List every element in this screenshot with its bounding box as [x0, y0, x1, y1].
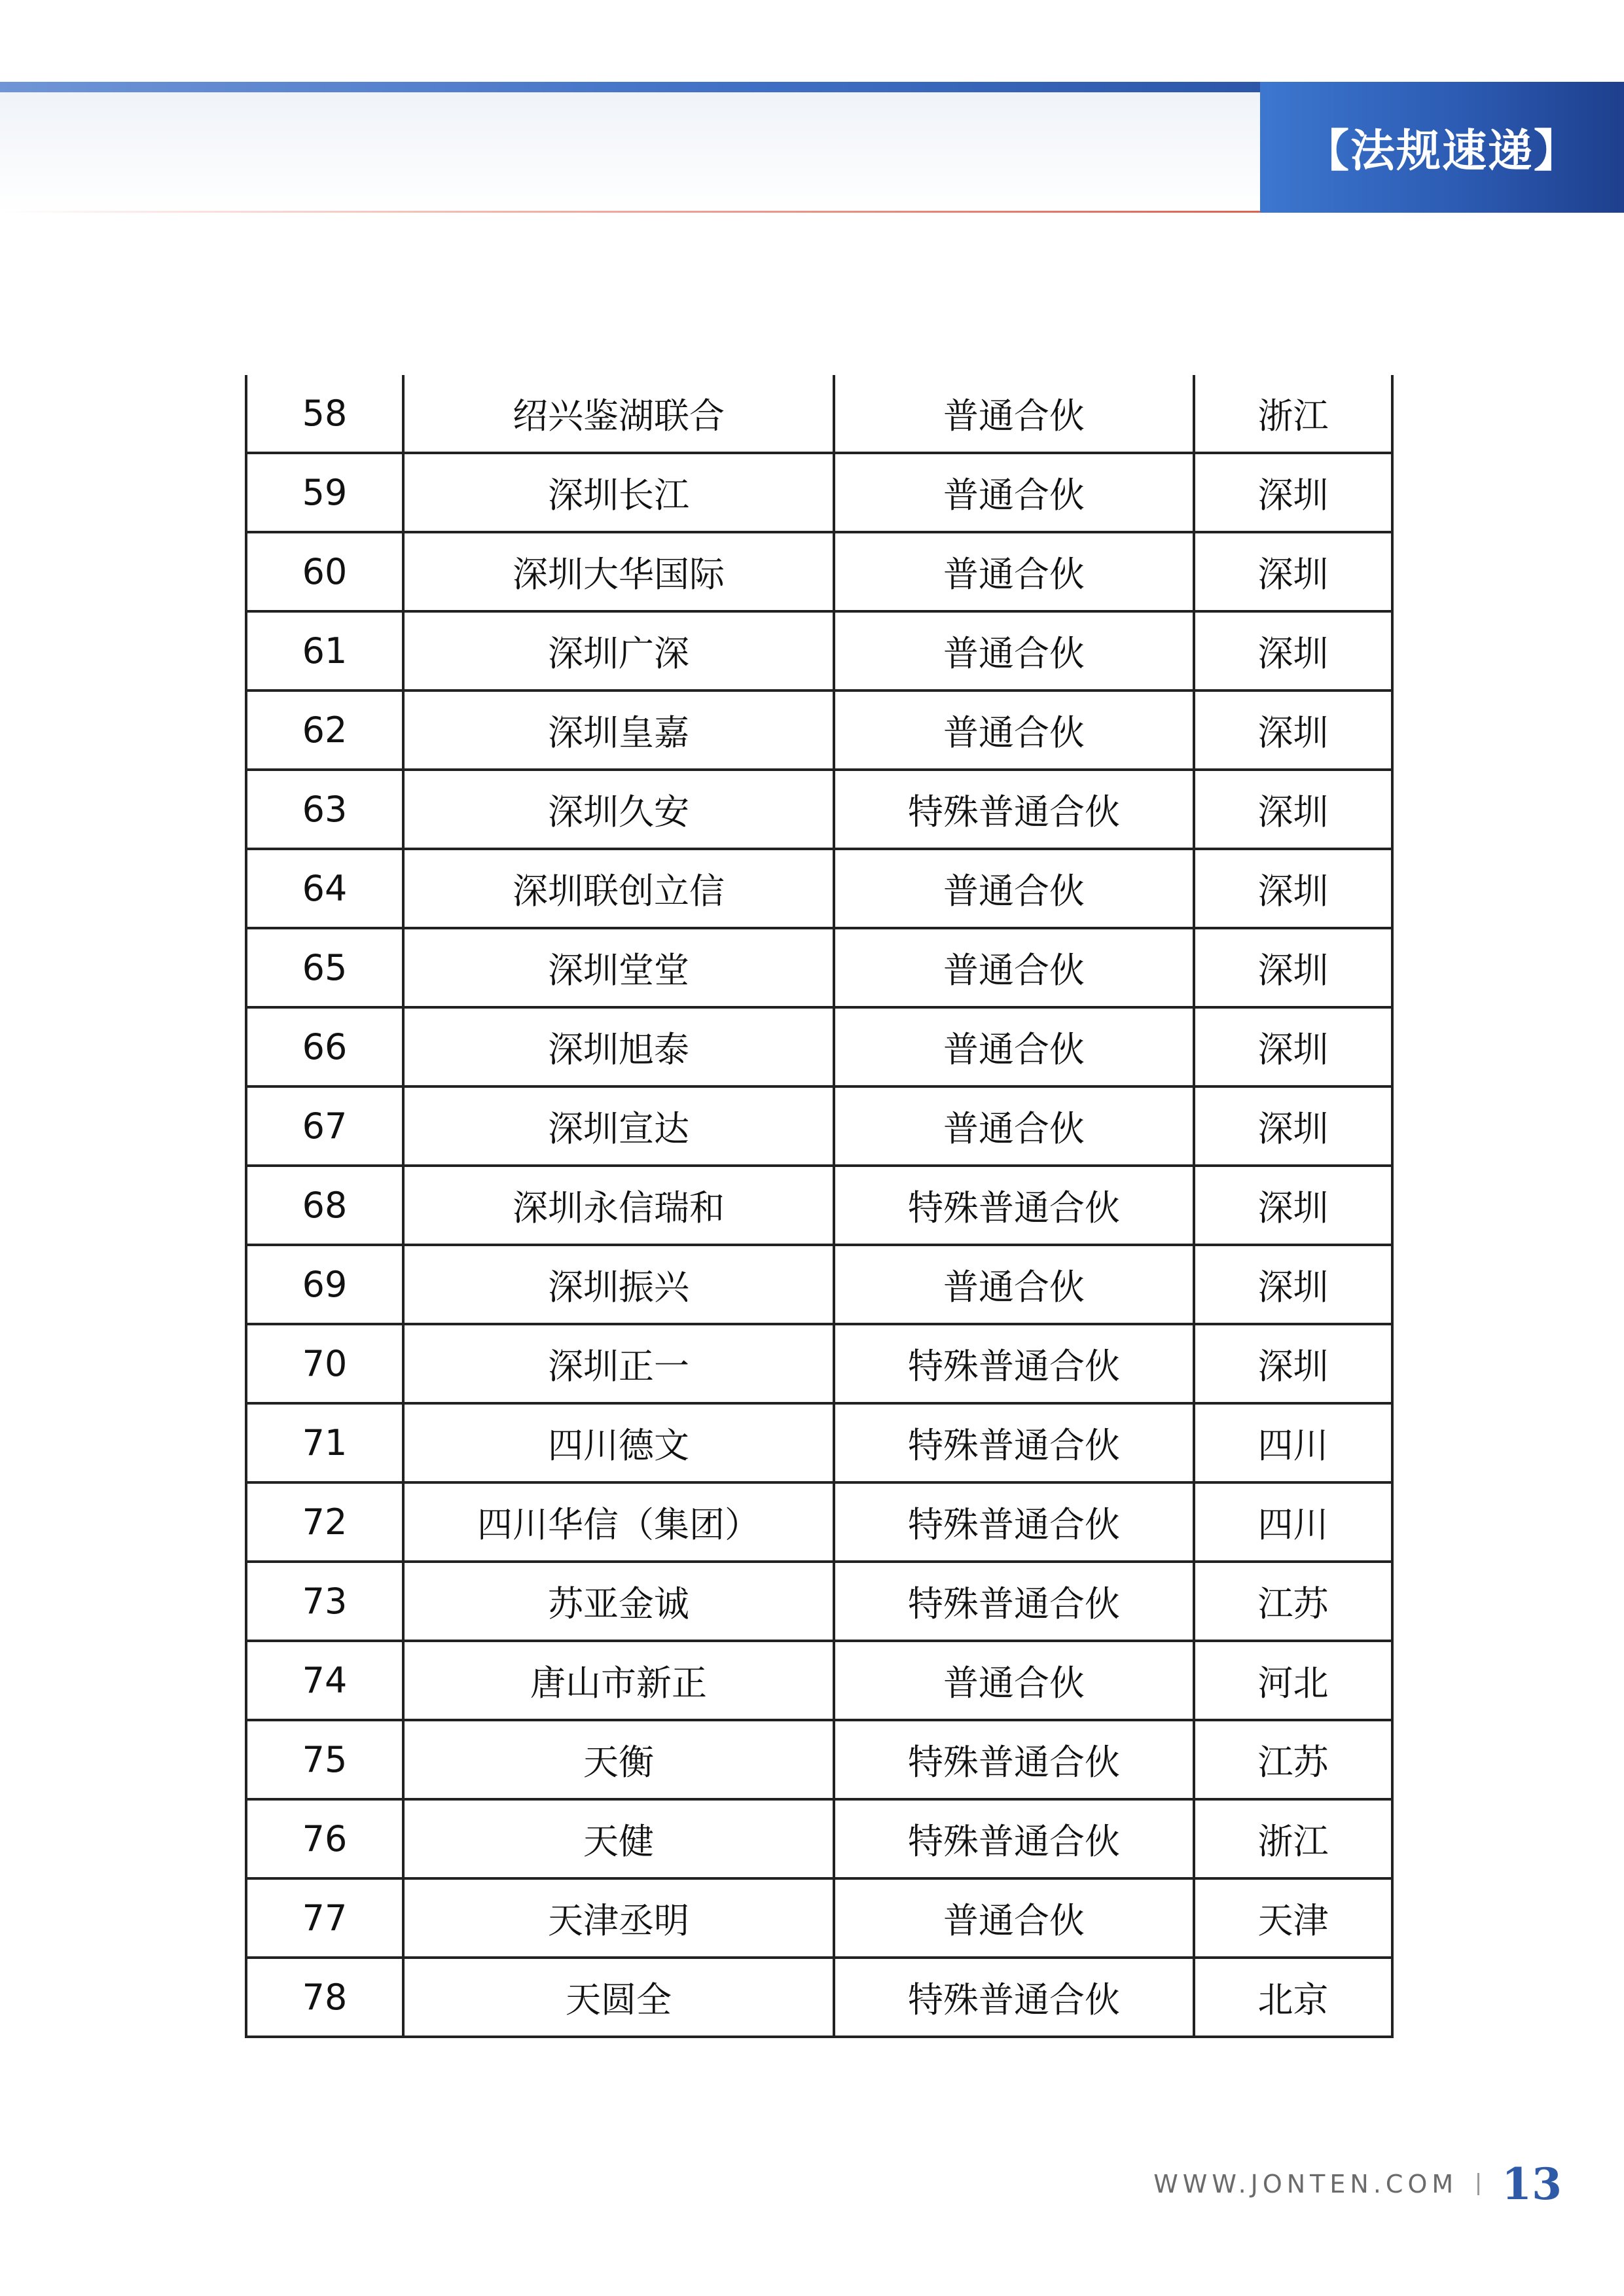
- row-number-cell: 77: [246, 1878, 403, 1958]
- table-row: [246, 375, 1392, 453]
- region-cell: 深圳: [1194, 770, 1392, 849]
- firm-name-cell: 天圆全: [403, 1958, 834, 2037]
- region-cell: 北京: [1194, 1958, 1392, 2037]
- header-banner: [0, 82, 1260, 213]
- table-row: [246, 1562, 1392, 1641]
- section-tag: 【法规速递】: [1304, 124, 1579, 177]
- region-cell: 浙江: [1194, 1799, 1392, 1878]
- region-cell: 深圳: [1194, 928, 1392, 1007]
- row-number-cell: 68: [246, 1166, 403, 1245]
- firm-name-cell: 深圳旭泰: [403, 1007, 834, 1086]
- firm-name-cell: 深圳振兴: [403, 1245, 834, 1324]
- table-row: [246, 691, 1392, 770]
- table-row: [246, 532, 1392, 611]
- table-row: [246, 1086, 1392, 1166]
- firm-name-cell: 天衡: [403, 1720, 834, 1799]
- partnership-type-cell: 特殊普通合伙: [834, 1166, 1194, 1245]
- partnership-type-cell: 特殊普通合伙: [834, 1799, 1194, 1878]
- table-row: [246, 1324, 1392, 1403]
- firm-name-cell: 绍兴鉴湖联合: [403, 375, 834, 453]
- region-cell: 深圳: [1194, 1007, 1392, 1086]
- partnership-type-cell: 普通合伙: [834, 928, 1194, 1007]
- footer: [1153, 2159, 1562, 2210]
- section-tag-box: [1260, 82, 1624, 213]
- partnership-type-cell: 普通合伙: [834, 691, 1194, 770]
- partnership-type-cell: 普通合伙: [834, 1641, 1194, 1720]
- row-number-cell: 62: [246, 691, 403, 770]
- firm-name-cell: 深圳久安: [403, 770, 834, 849]
- region-cell: 深圳: [1194, 691, 1392, 770]
- table-row: [246, 1799, 1392, 1878]
- page-number: 13: [1502, 2159, 1562, 2210]
- table-row: [246, 1641, 1392, 1720]
- partnership-type-cell: 特殊普通合伙: [834, 1403, 1194, 1482]
- firm-name-cell: 深圳长江: [403, 453, 834, 532]
- region-cell: 深圳: [1194, 1245, 1392, 1324]
- table-row: [246, 1720, 1392, 1799]
- region-cell: 深圳: [1194, 611, 1392, 691]
- region-cell: 江苏: [1194, 1720, 1392, 1799]
- region-cell: 浙江: [1194, 375, 1392, 453]
- row-number-cell: 58: [246, 375, 403, 453]
- region-cell: 深圳: [1194, 1166, 1392, 1245]
- table-row: [246, 1878, 1392, 1958]
- partnership-type-cell: 普通合伙: [834, 1245, 1194, 1324]
- table-row: [246, 770, 1392, 849]
- firm-name-cell: 深圳广深: [403, 611, 834, 691]
- table-row: [246, 849, 1392, 928]
- partnership-type-cell: 普通合伙: [834, 1878, 1194, 1958]
- firm-name-cell: 深圳宣达: [403, 1086, 834, 1166]
- row-number-cell: 60: [246, 532, 403, 611]
- row-number-cell: 67: [246, 1086, 403, 1166]
- partnership-type-cell: 普通合伙: [834, 611, 1194, 691]
- region-cell: 深圳: [1194, 453, 1392, 532]
- region-cell: 深圳: [1194, 532, 1392, 611]
- row-number-cell: 63: [246, 770, 403, 849]
- table-row: [246, 453, 1392, 532]
- row-number-cell: 65: [246, 928, 403, 1007]
- row-number-cell: 74: [246, 1641, 403, 1720]
- partnership-type-cell: 特殊普通合伙: [834, 1324, 1194, 1403]
- firm-name-cell: 深圳皇嘉: [403, 691, 834, 770]
- region-cell: 四川: [1194, 1482, 1392, 1562]
- firm-name-cell: 深圳永信瑞和: [403, 1166, 834, 1245]
- partnership-type-cell: 普通合伙: [834, 375, 1194, 453]
- table-row: [246, 1403, 1392, 1482]
- firm-name-cell: 天健: [403, 1799, 834, 1878]
- row-number-cell: 66: [246, 1007, 403, 1086]
- partnership-type-cell: 普通合伙: [834, 1086, 1194, 1166]
- website-url: WWW.JONTEN.COM: [1153, 2170, 1458, 2198]
- firm-name-cell: 深圳正一: [403, 1324, 834, 1403]
- table-row: [246, 1245, 1392, 1324]
- firm-name-cell: 深圳联创立信: [403, 849, 834, 928]
- table-row: [246, 1958, 1392, 2037]
- partnership-type-cell: 普通合伙: [834, 849, 1194, 928]
- row-number-cell: 59: [246, 453, 403, 532]
- row-number-cell: 71: [246, 1403, 403, 1482]
- region-cell: 天津: [1194, 1878, 1392, 1958]
- row-number-cell: 73: [246, 1562, 403, 1641]
- header-underline: [0, 211, 1260, 213]
- table-row: [246, 611, 1392, 691]
- table-row: [246, 1007, 1392, 1086]
- partnership-type-cell: 普通合伙: [834, 453, 1194, 532]
- firm-table: [245, 375, 1394, 2038]
- firm-name-cell: 苏亚金诚: [403, 1562, 834, 1641]
- firm-name-cell: 深圳堂堂: [403, 928, 834, 1007]
- header-accent-line: [0, 82, 1260, 92]
- row-number-cell: 75: [246, 1720, 403, 1799]
- row-number-cell: 69: [246, 1245, 403, 1324]
- table-row: [246, 1482, 1392, 1562]
- region-cell: 江苏: [1194, 1562, 1392, 1641]
- table-row: [246, 928, 1392, 1007]
- row-number-cell: 78: [246, 1958, 403, 2037]
- region-cell: 深圳: [1194, 849, 1392, 928]
- region-cell: 深圳: [1194, 1324, 1392, 1403]
- firm-name-cell: 四川华信（集团）: [403, 1482, 834, 1562]
- row-number-cell: 70: [246, 1324, 403, 1403]
- firm-name-cell: 深圳大华国际: [403, 532, 834, 611]
- partnership-type-cell: 普通合伙: [834, 1007, 1194, 1086]
- partnership-type-cell: 特殊普通合伙: [834, 1720, 1194, 1799]
- region-cell: 河北: [1194, 1641, 1392, 1720]
- row-number-cell: 72: [246, 1482, 403, 1562]
- row-number-cell: 76: [246, 1799, 403, 1878]
- firm-table-body: [246, 375, 1392, 2037]
- firm-name-cell: 唐山市新正: [403, 1641, 834, 1720]
- row-number-cell: 61: [246, 611, 403, 691]
- partnership-type-cell: 特殊普通合伙: [834, 1958, 1194, 2037]
- table-row: [246, 1166, 1392, 1245]
- region-cell: 四川: [1194, 1403, 1392, 1482]
- firm-name-cell: 四川德文: [403, 1403, 834, 1482]
- region-cell: 深圳: [1194, 1086, 1392, 1166]
- firm-name-cell: 天津丞明: [403, 1878, 834, 1958]
- partnership-type-cell: 特殊普通合伙: [834, 1482, 1194, 1562]
- partnership-type-cell: 特殊普通合伙: [834, 770, 1194, 849]
- partnership-type-cell: 普通合伙: [834, 532, 1194, 611]
- partnership-type-cell: 特殊普通合伙: [834, 1562, 1194, 1641]
- footer-divider: [1477, 2173, 1479, 2195]
- row-number-cell: 64: [246, 849, 403, 928]
